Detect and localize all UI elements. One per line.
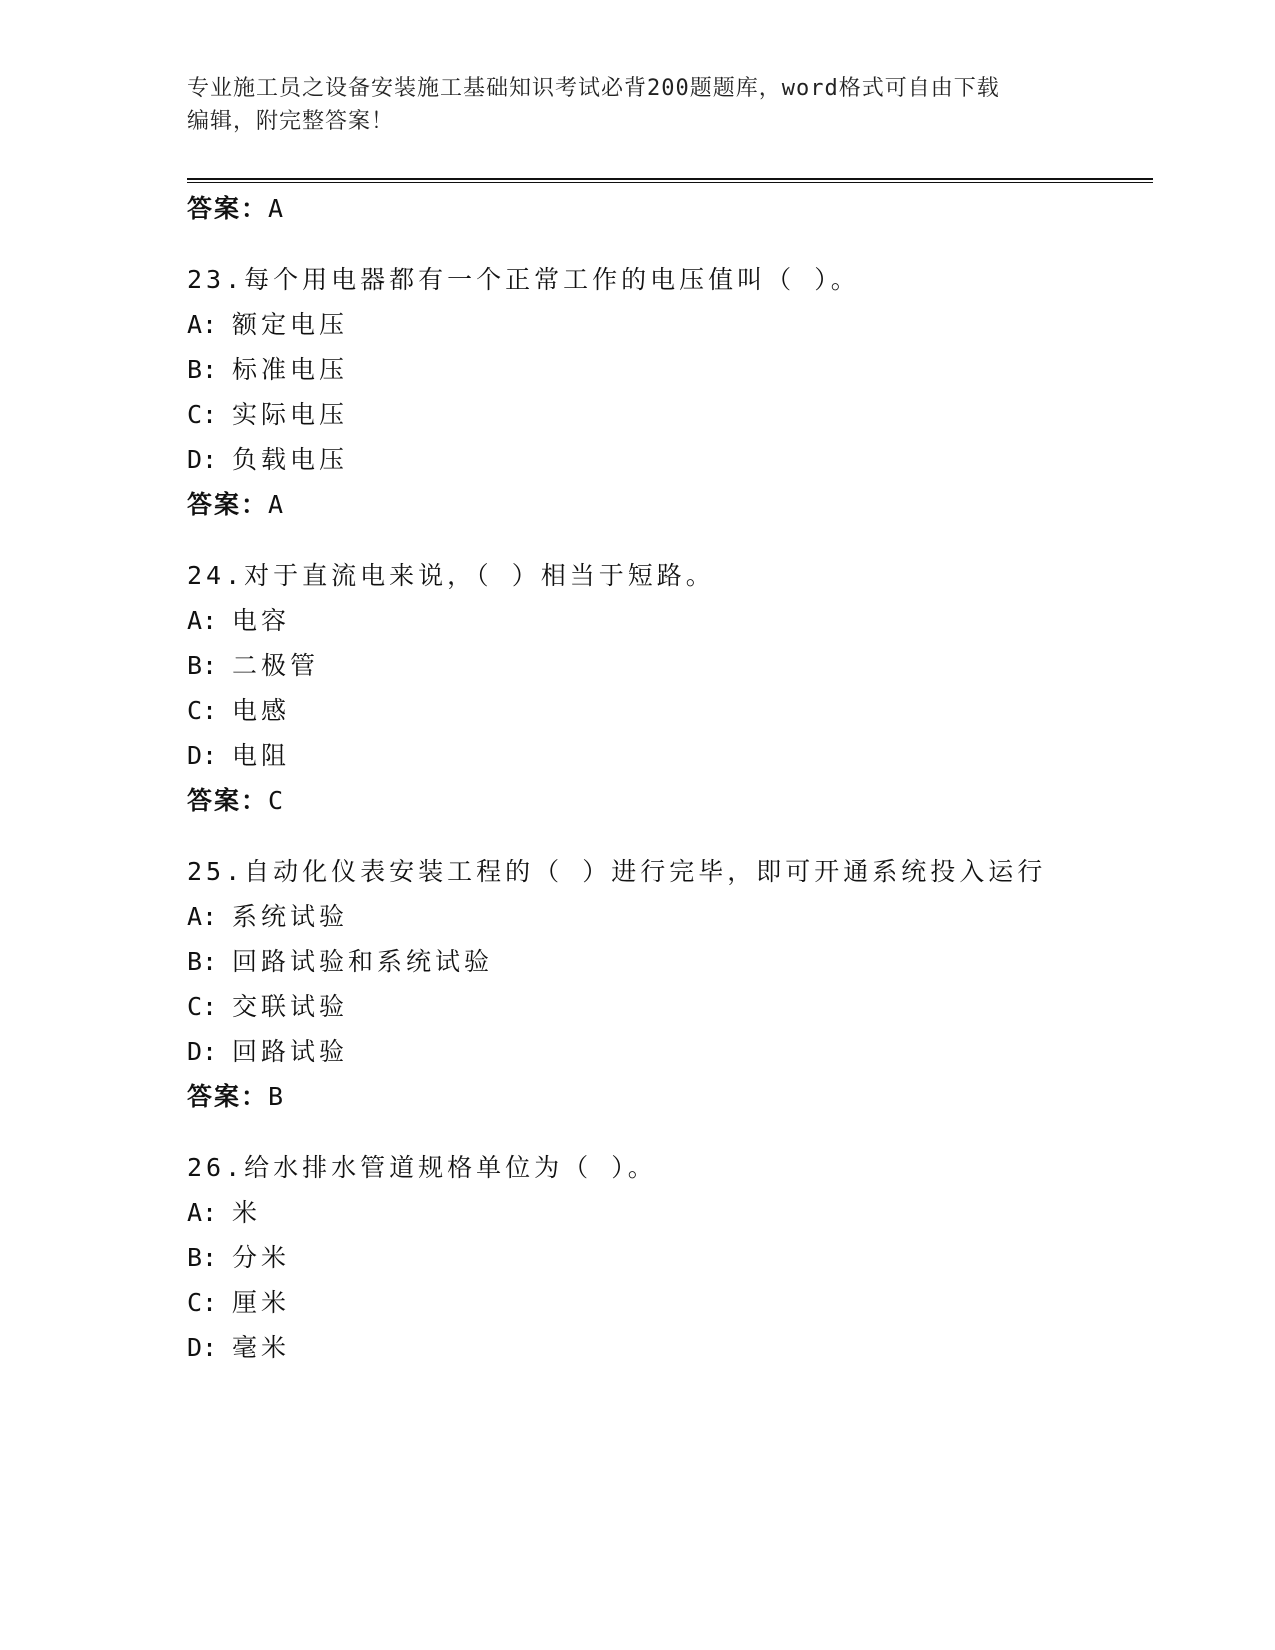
option-key: B:: [187, 947, 218, 976]
question-text: 25.自动化仪表安装工程的（ ）进行完毕，即可开通系统投入运行: [187, 857, 1047, 886]
option-text: 毫米: [232, 1333, 291, 1362]
option-b: [187, 649, 1153, 682]
option-d: [187, 1035, 1153, 1068]
question-item: [187, 263, 1153, 521]
answer-label: 答案：: [187, 490, 269, 519]
option-a: [187, 1196, 1153, 1229]
option-text: 电容: [232, 606, 291, 635]
option-c: [187, 398, 1153, 431]
answer-line: [187, 192, 1153, 225]
option-text: 厘米: [232, 1288, 291, 1317]
option-c: [187, 990, 1153, 1023]
option-key: A:: [187, 310, 218, 339]
option-text: 回路试验和系统试验: [232, 947, 494, 976]
question-text: 24.对于直流电来说，（ ）相当于短路。: [187, 561, 715, 590]
question-text: 26.给水排水管道规格单位为（ ）。: [187, 1153, 657, 1182]
option-text: 负载电压: [232, 445, 349, 474]
option-a: [187, 900, 1153, 933]
answer-value: B: [268, 1082, 286, 1111]
option-text: 实际电压: [232, 400, 349, 429]
option-a: [187, 604, 1153, 637]
option-key: C:: [187, 992, 218, 1021]
option-a: [187, 308, 1153, 341]
option-text: 交联试验: [232, 992, 349, 1021]
option-d: [187, 443, 1153, 476]
option-text: 额定电压: [232, 310, 349, 339]
option-key: D:: [187, 1037, 218, 1066]
option-key: C:: [187, 400, 218, 429]
question-list: [187, 192, 1153, 1376]
option-key: B:: [187, 1243, 218, 1272]
question-item: [187, 1151, 1153, 1364]
option-key: C:: [187, 1288, 218, 1317]
answer-value: A: [268, 194, 286, 223]
option-text: 分米: [232, 1243, 291, 1272]
option-key: B:: [187, 651, 218, 680]
option-d: [187, 1331, 1153, 1364]
answer-value: C: [268, 786, 286, 815]
option-key: D:: [187, 1333, 218, 1362]
answer-label: 答案：: [187, 786, 269, 815]
option-text: 系统试验: [232, 902, 349, 931]
option-text: 回路试验: [232, 1037, 349, 1066]
question-item: [187, 855, 1153, 1113]
option-key: A:: [187, 606, 218, 635]
header-divider: [187, 178, 1153, 183]
option-key: D:: [187, 445, 218, 474]
header-line-2: 编辑，附完整答案！: [187, 109, 395, 134]
answer-line: [187, 488, 1153, 521]
answer-line: [187, 1080, 1153, 1113]
option-b: [187, 945, 1153, 978]
question-text: 23.每个用电器都有一个正常工作的电压值叫（ ）。: [187, 265, 860, 294]
option-c: [187, 1286, 1153, 1319]
option-key: B:: [187, 355, 218, 384]
document-header: [187, 72, 1067, 138]
answer-line: [187, 784, 1153, 817]
option-text: 标准电压: [232, 355, 349, 384]
option-text: 电感: [232, 696, 291, 725]
option-key: D:: [187, 741, 218, 770]
answer-label: 答案：: [187, 1082, 269, 1111]
question-item: [187, 559, 1153, 817]
option-b: [187, 1241, 1153, 1274]
option-text: 电阻: [232, 741, 291, 770]
answer-value: A: [268, 490, 286, 519]
option-c: [187, 694, 1153, 727]
option-key: A:: [187, 1198, 218, 1227]
option-b: [187, 353, 1153, 386]
option-key: A:: [187, 902, 218, 931]
header-line-1: 专业施工员之设备安装施工基础知识考试必背200题题库，word格式可自由下载: [187, 76, 1000, 101]
option-d: [187, 739, 1153, 772]
answer-label: 答案：: [187, 194, 269, 223]
option-text: 米: [232, 1198, 262, 1227]
option-key: C:: [187, 696, 218, 725]
option-text: 二极管: [232, 651, 320, 680]
